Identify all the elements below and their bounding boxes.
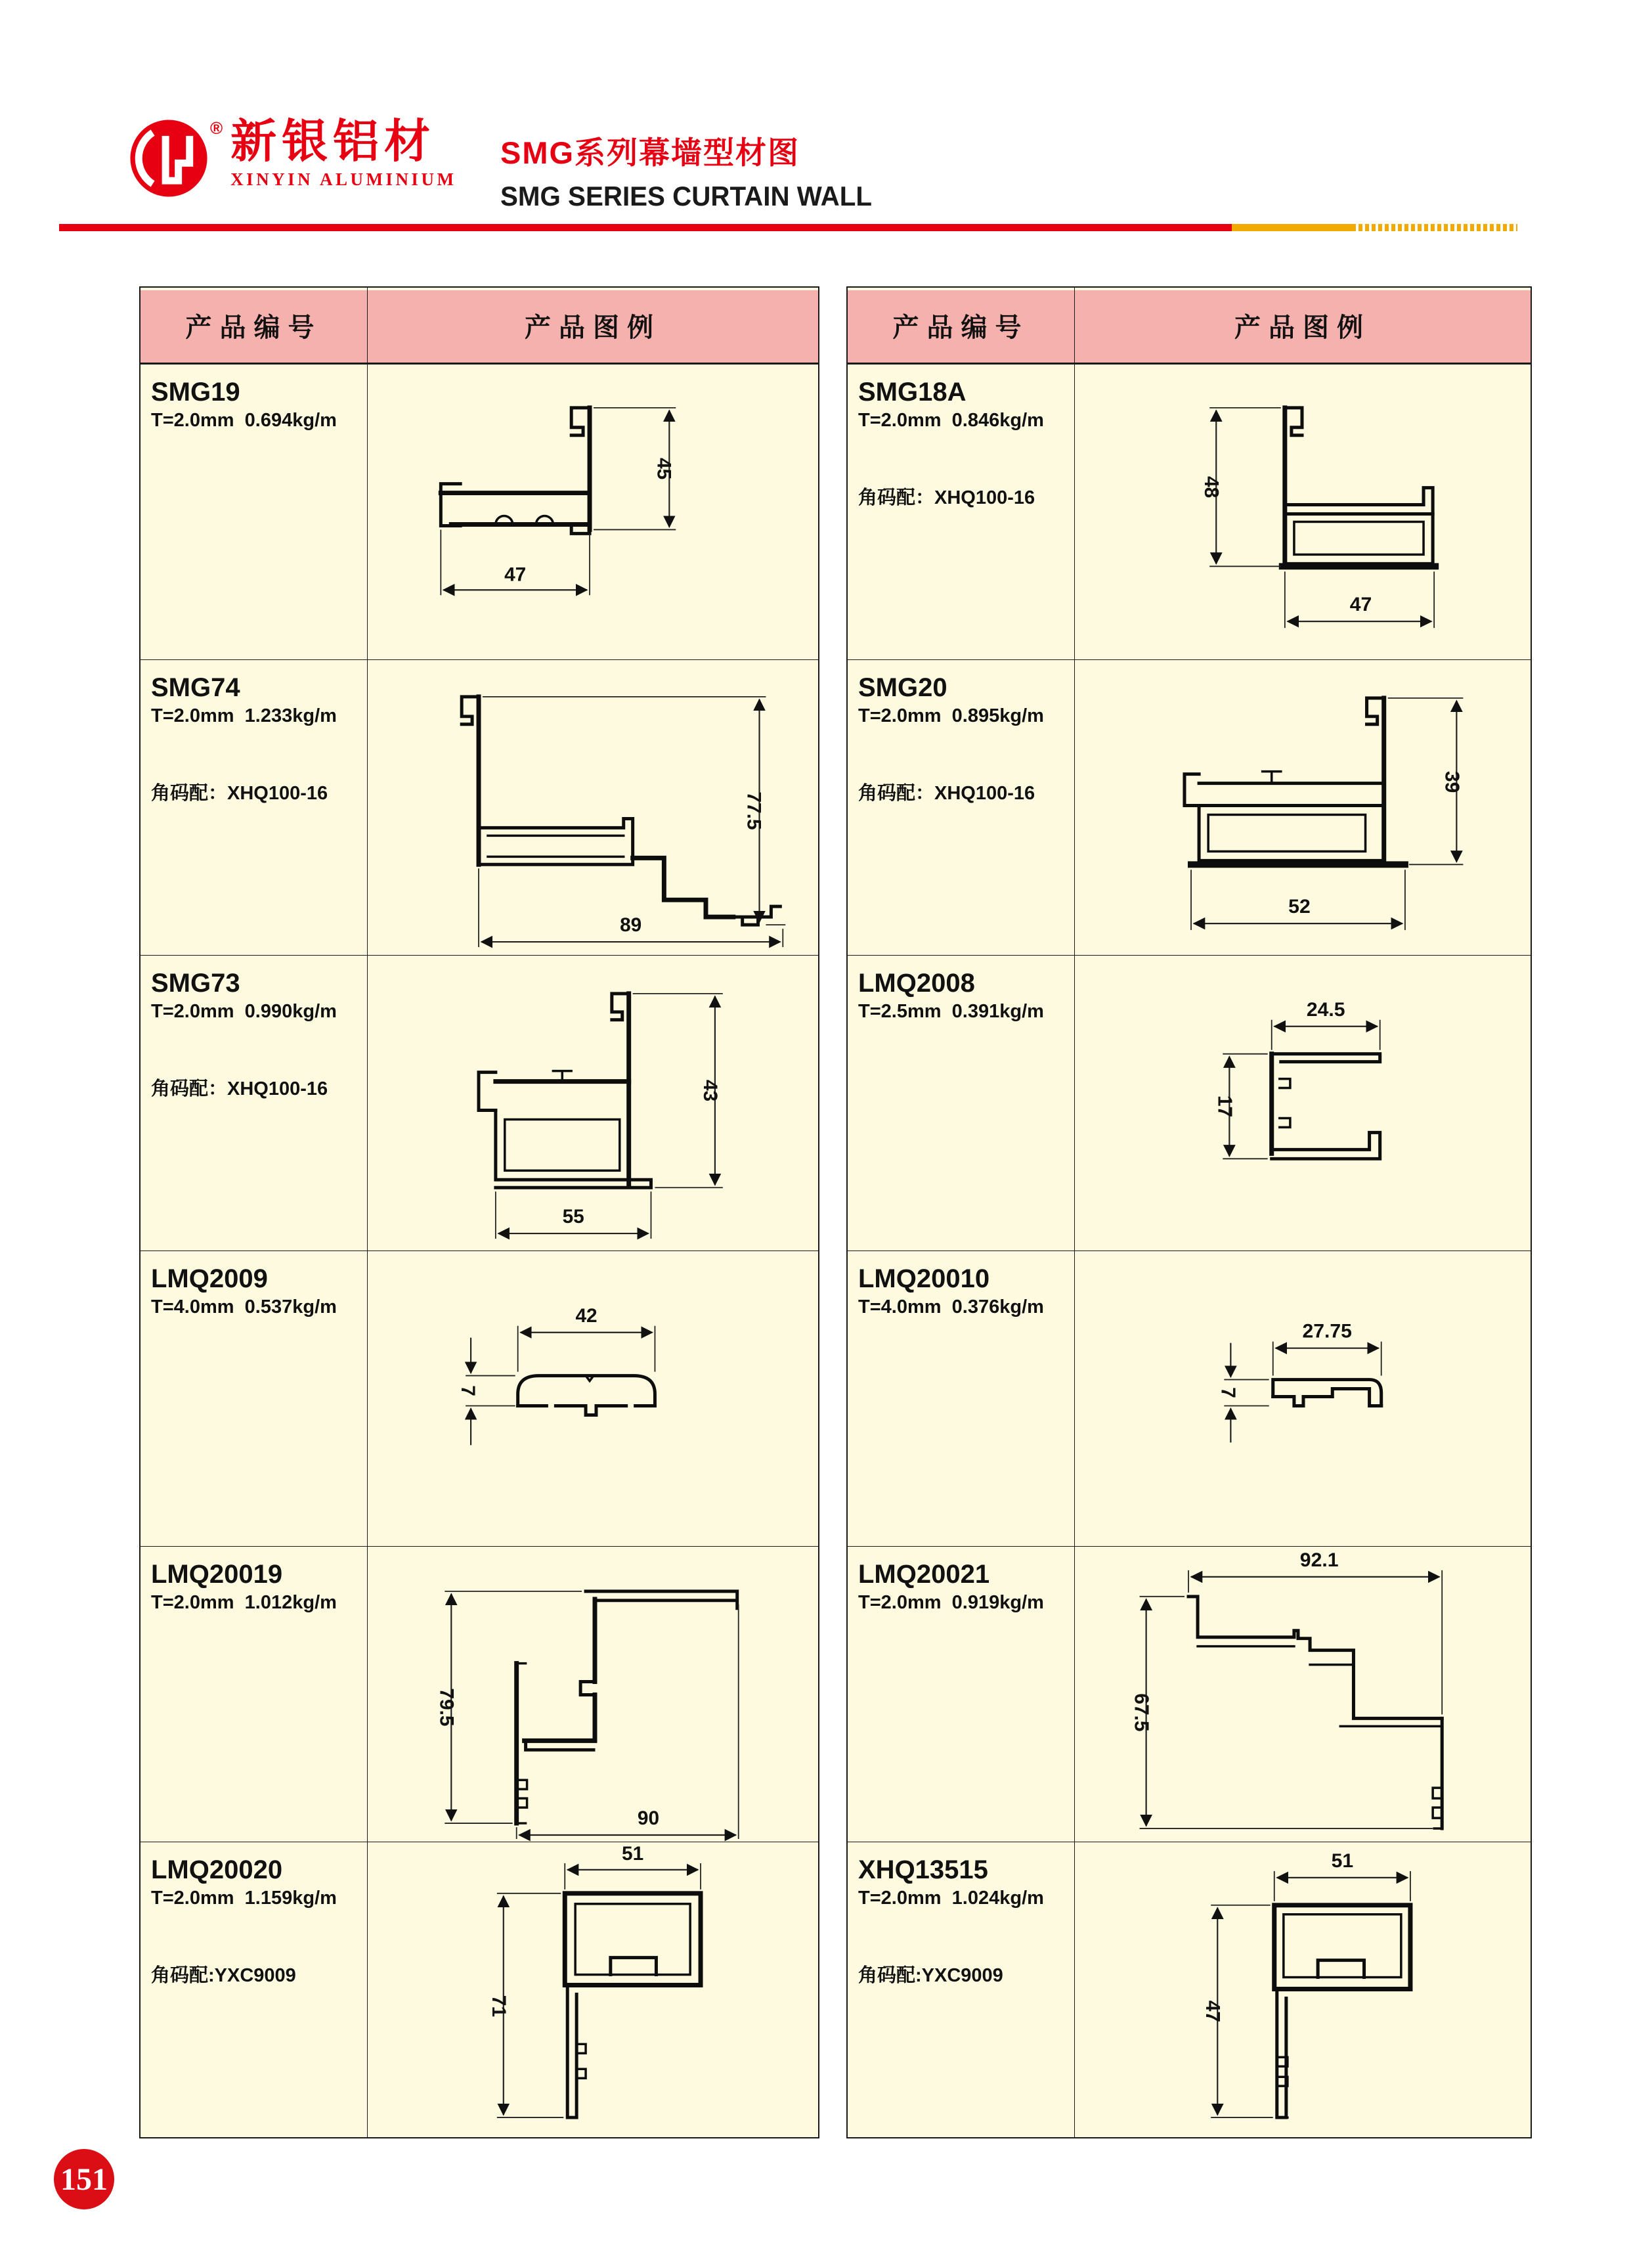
- product-spec: T=2.0mm 0.895kg/m: [858, 705, 1044, 726]
- product-code: SMG20: [858, 673, 947, 702]
- profile-drawing-smg74: [368, 660, 818, 955]
- dim-label: 90: [637, 1807, 660, 1830]
- dim-label: 47: [1349, 594, 1372, 616]
- dim-label: 51: [622, 1842, 644, 1865]
- product-code: LMQ20019: [151, 1560, 283, 1589]
- series-title-en: SMG SERIES CURTAIN WALL: [500, 181, 872, 211]
- product-code: SMG18A: [858, 378, 967, 407]
- product-info-cell: [848, 1547, 1075, 1842]
- product-info-cell: [141, 956, 368, 1251]
- dim-label: 7: [1217, 1387, 1239, 1398]
- product-code: SMG19: [151, 378, 240, 407]
- table-row: [848, 955, 1531, 1251]
- product-info-cell: [848, 956, 1075, 1251]
- product-spec: T=2.0mm 1.233kg/m: [151, 705, 337, 726]
- dim-label: 51: [1331, 1850, 1354, 1872]
- table-row: [141, 1251, 818, 1546]
- profile-drawing-lmq2008: [1075, 956, 1531, 1251]
- table-row: [848, 1842, 1531, 2137]
- product-info-cell: [848, 1842, 1075, 2137]
- brand-name-en: XINYIN ALUMINIUM: [230, 169, 457, 189]
- dim-label: 71: [487, 1995, 510, 2018]
- dim-label: 67.5: [1130, 1693, 1152, 1732]
- table-row: [141, 1842, 818, 2137]
- product-diagram-cell: [1075, 1251, 1531, 1546]
- col-header-product-code: 产品编号: [848, 288, 1075, 363]
- product-spec: T=2.0mm 1.012kg/m: [151, 1592, 337, 1613]
- product-spec: T=2.0mm 0.846kg/m: [858, 410, 1044, 431]
- product-code: LMQ20010: [858, 1264, 990, 1293]
- header-rule-red: [59, 224, 1232, 231]
- dim-label: 89: [620, 914, 642, 937]
- dim-label: 79.5: [435, 1688, 458, 1727]
- product-spec: T=2.0mm 0.919kg/m: [858, 1592, 1044, 1613]
- product-spec: T=2.0mm 1.159kg/m: [151, 1888, 337, 1909]
- profile-drawing-lmq20019: [368, 1547, 818, 1842]
- corner-code: 角码配:YXC9009: [151, 1965, 296, 1986]
- product-info-cell: [141, 1842, 368, 2137]
- page-number-badge: [54, 2149, 114, 2209]
- dim-label: 55: [562, 1206, 584, 1228]
- product-spec: T=2.0mm 0.990kg/m: [151, 1001, 337, 1022]
- product-diagram-cell: [368, 365, 818, 659]
- product-code: LMQ2008: [858, 969, 975, 998]
- table-header-row: [848, 288, 1531, 364]
- dim-label: 42: [575, 1304, 598, 1327]
- product-info-cell: [848, 1251, 1075, 1546]
- product-spec: T=4.0mm 0.376kg/m: [858, 1296, 1044, 1317]
- dim-label: 43: [699, 1079, 721, 1102]
- product-info-cell: [141, 660, 368, 955]
- brand-block: [129, 118, 456, 198]
- profile-drawing-smg73: [368, 956, 818, 1251]
- corner-code: 角码配：XHQ100-16: [151, 1078, 328, 1099]
- product-code: LMQ20021: [858, 1560, 990, 1589]
- header-rule-orange: [1232, 224, 1352, 231]
- dim-label: 47: [504, 564, 527, 586]
- table-row: [848, 1546, 1531, 1842]
- product-info-cell: [848, 365, 1075, 659]
- corner-code: 角码配：XHQ100-16: [858, 783, 1035, 804]
- catalog-table-right: [846, 286, 1532, 2138]
- product-info-cell: [141, 1547, 368, 1842]
- table-row: [141, 955, 818, 1251]
- product-diagram-cell: [1075, 1547, 1531, 1842]
- dim-label: 7: [457, 1385, 479, 1396]
- profile-drawing-lmq20020: [368, 1842, 818, 2137]
- dim-label: 45: [653, 458, 675, 480]
- product-spec: T=2.0mm 0.694kg/m: [151, 410, 337, 431]
- col-header-product-diagram: 产品图例: [525, 313, 661, 342]
- catalog-table-left: [139, 286, 819, 2138]
- dim-label: 24.5: [1306, 998, 1345, 1021]
- product-diagram-cell: [1075, 660, 1531, 955]
- profile-drawing-lmq2009: [368, 1251, 818, 1546]
- corner-code: 角码配:YXC9009: [858, 1965, 1003, 1986]
- product-diagram-cell: [368, 660, 818, 955]
- dim-label: 27.75: [1302, 1320, 1352, 1342]
- product-diagram-cell: [1075, 1842, 1531, 2137]
- corner-code: 角码配：XHQ100-16: [151, 783, 328, 804]
- product-info-cell: [141, 1251, 368, 1546]
- table-row: [141, 364, 818, 659]
- col-header-product-diagram: 产品图例: [1234, 313, 1371, 342]
- product-diagram-cell: [1075, 365, 1531, 659]
- dim-label: 17: [1213, 1095, 1236, 1118]
- product-info-cell: [141, 365, 368, 659]
- product-diagram-cell: [368, 1251, 818, 1546]
- table-row: [848, 364, 1531, 659]
- product-diagram-cell: [368, 1547, 818, 1842]
- brand-name-cn: 新银铝材: [230, 116, 436, 167]
- product-code: LMQ20020: [151, 1855, 283, 1884]
- product-info-cell: [848, 660, 1075, 955]
- profile-drawing-lmq20010: [1075, 1251, 1531, 1546]
- product-diagram-cell: [368, 1842, 818, 2137]
- profile-drawing-smg19: [368, 365, 818, 659]
- product-code: LMQ2009: [151, 1264, 268, 1293]
- table-row: [141, 659, 818, 955]
- registered-mark: ®: [210, 118, 223, 138]
- product-spec: T=2.0mm 1.024kg/m: [858, 1888, 1044, 1909]
- profile-drawing-smg20: [1075, 660, 1531, 955]
- table-row: [848, 1251, 1531, 1546]
- dim-label: 77.5: [743, 791, 765, 830]
- series-title-cn: SMG系列幕墙型材图: [500, 135, 800, 170]
- page-number: 151: [60, 2161, 108, 2197]
- table-row: [848, 659, 1531, 955]
- product-diagram-cell: [1075, 956, 1531, 1251]
- product-spec: T=2.5mm 0.391kg/m: [858, 1001, 1044, 1022]
- product-diagram-cell: [368, 956, 818, 1251]
- col-header-product-code: 产品编号: [141, 288, 368, 363]
- product-code: SMG73: [151, 969, 240, 998]
- product-spec: T=4.0mm 0.537kg/m: [151, 1296, 337, 1317]
- product-code: SMG74: [151, 673, 240, 702]
- product-code: XHQ13515: [858, 1855, 988, 1884]
- dim-label: 47: [1202, 2000, 1224, 2023]
- profile-drawing-smg18a: [1075, 365, 1531, 659]
- xinyin-logo-icon: [129, 118, 209, 198]
- profile-drawing-lmq20021: [1075, 1547, 1531, 1842]
- header-rule-stripes: [1352, 224, 1517, 231]
- profile-drawing-xhq13515: [1075, 1842, 1531, 2137]
- dim-label: 48: [1200, 476, 1223, 498]
- table-row: [141, 1546, 818, 1842]
- table-header-row: [141, 288, 818, 364]
- corner-code: 角码配：XHQ100-16: [858, 487, 1035, 508]
- dim-label: 92.1: [1299, 1549, 1339, 1571]
- dim-label: 39: [1441, 770, 1463, 793]
- dim-label: 52: [1288, 896, 1311, 918]
- page-title-block: [500, 129, 888, 212]
